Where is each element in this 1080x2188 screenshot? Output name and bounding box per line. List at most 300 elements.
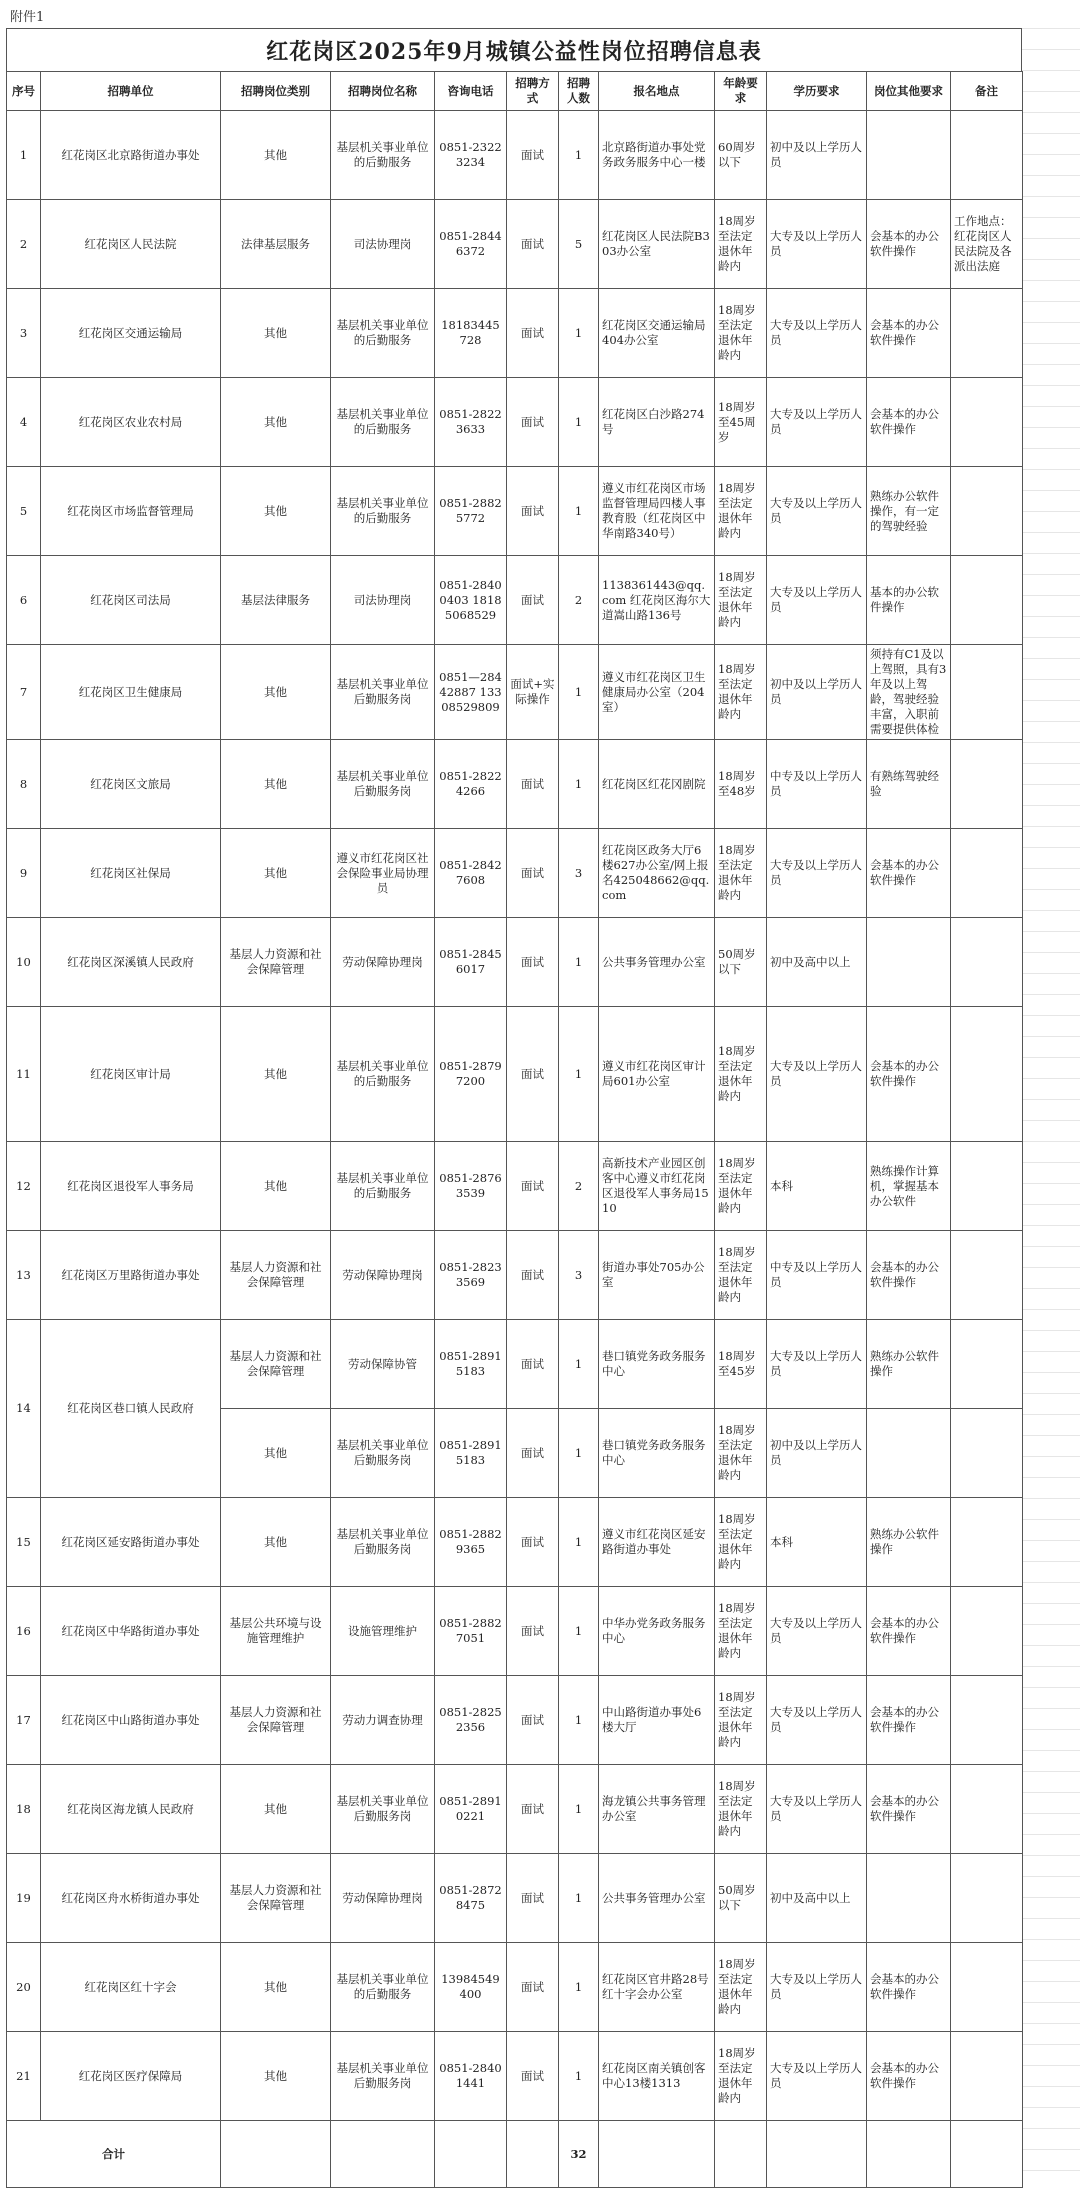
cell-category: 其他 [221, 378, 331, 467]
table-row [7, 111, 1023, 200]
cell-count: 1 [559, 1007, 599, 1142]
cell-other: 熟练办公软件操作，有一定的驾驶经验 [867, 467, 951, 556]
cell-phone: 0851-28728475 [435, 1854, 507, 1943]
cell-location: 红花岗区红花冈剧院 [599, 740, 715, 829]
cell-phone: 18183445728 [435, 289, 507, 378]
cell-note [951, 1943, 1023, 2032]
cell-note [951, 1587, 1023, 1676]
cell-no: 7 [7, 645, 41, 740]
cell-edu: 初中及高中以上 [767, 1854, 867, 1943]
table-row [7, 1765, 1023, 1854]
cell-location: 巷口镇党务政务服务中心 [599, 1320, 715, 1409]
cell-location: 遵义市红花岗区卫生健康局办公室（204室） [599, 645, 715, 740]
cell-count: 1 [559, 1498, 599, 1587]
cell-note [951, 1007, 1023, 1142]
cell-no: 8 [7, 740, 41, 829]
cell-location: 红花岗区政务大厅6楼627办公室/网上报名425048662@qq.com [599, 829, 715, 918]
cell-unit: 红花岗区文旅局 [41, 740, 221, 829]
cell-no: 9 [7, 829, 41, 918]
table-row [7, 556, 1023, 645]
cell-note [951, 645, 1023, 740]
cell-location: 巷口镇党务政务服务中心 [599, 1409, 715, 1498]
header-note: 备注 [951, 72, 1023, 111]
cell-other [867, 1854, 951, 1943]
cell-method: 面试 [507, 556, 559, 645]
cell-method: 面试 [507, 1409, 559, 1498]
cell-other: 熟练办公软件操作 [867, 1320, 951, 1409]
cell-no: 10 [7, 918, 41, 1007]
cell-location: 红花岗区南关镇创客中心13楼1313 [599, 2032, 715, 2121]
cell-other [867, 111, 951, 200]
cell-edu: 大专及以上学历人员 [767, 829, 867, 918]
cell-age: 18周岁至法定退休年龄内 [715, 1231, 767, 1320]
cell-unit: 红花岗区人民法院 [41, 200, 221, 289]
cell-location: 海龙镇公共事务管理办公室 [599, 1765, 715, 1854]
cell-position: 基层机关事业单位后勤服务岗 [331, 1409, 435, 1498]
cell-no: 21 [7, 2032, 41, 2121]
cell-phone: 0851—28442887 13308529809 [435, 645, 507, 740]
cell-location: 街道办事处705办公室 [599, 1231, 715, 1320]
cell-other [867, 1409, 951, 1498]
cell-unit: 红花岗区舟水桥街道办事处 [41, 1854, 221, 1943]
cell-location: 1138361443@qq.com 红花岗区海尔大道嵩山路136号 [599, 556, 715, 645]
cell-no: 15 [7, 1498, 41, 1587]
table-row [7, 1142, 1023, 1231]
cell-edu: 初中及高中以上 [767, 918, 867, 1007]
cell-note [951, 556, 1023, 645]
cell-count: 1 [559, 2032, 599, 2121]
cell-unit: 红花岗区海龙镇人民政府 [41, 1765, 221, 1854]
cell-category: 其他 [221, 1498, 331, 1587]
table-row [7, 1854, 1023, 1943]
cell-count: 1 [559, 645, 599, 740]
attachment-label: 附件1 [10, 10, 45, 25]
cell-unit: 红花岗区交通运输局 [41, 289, 221, 378]
cell-no: 6 [7, 556, 41, 645]
cell-edu: 中专及以上学历人员 [767, 1231, 867, 1320]
cell-phone: 0851-28252356 [435, 1676, 507, 1765]
total-empty-cell [951, 2121, 1023, 2188]
table-row [7, 740, 1023, 829]
cell-count: 2 [559, 1142, 599, 1231]
cell-phone: 0851-28224266 [435, 740, 507, 829]
cell-category: 其他 [221, 645, 331, 740]
table-row [7, 918, 1023, 1007]
table-row [7, 467, 1023, 556]
cell-phone: 0851-28797200 [435, 1007, 507, 1142]
header-edu: 学历要求 [767, 72, 867, 111]
cell-phone: 0851-28829365 [435, 1498, 507, 1587]
cell-age: 18周岁至法定退休年龄内 [715, 2032, 767, 2121]
cell-no: 12 [7, 1142, 41, 1231]
total-label: 合计 [7, 2121, 221, 2188]
cell-other: 有熟练驾驶经验 [867, 740, 951, 829]
cell-phone: 13984549400 [435, 1943, 507, 2032]
cell-no: 14 [7, 1320, 41, 1498]
cell-position: 基层机关事业单位的后勤服务 [331, 467, 435, 556]
cell-count: 1 [559, 1320, 599, 1409]
cell-edu: 大专及以上学历人员 [767, 467, 867, 556]
cell-edu: 大专及以上学历人员 [767, 378, 867, 467]
cell-count: 1 [559, 1765, 599, 1854]
cell-phone: 0851-28446372 [435, 200, 507, 289]
cell-other: 会基本的办公软件操作 [867, 2032, 951, 2121]
cell-category: 其他 [221, 1943, 331, 2032]
cell-category: 基层公共环境与设施管理维护 [221, 1587, 331, 1676]
cell-unit: 红花岗区红十字会 [41, 1943, 221, 2032]
cell-age: 18周岁至法定退休年龄内 [715, 1587, 767, 1676]
cell-note [951, 1498, 1023, 1587]
cell-age: 18周岁至48岁 [715, 740, 767, 829]
cell-other: 会基本的办公软件操作 [867, 1231, 951, 1320]
cell-method: 面试 [507, 1231, 559, 1320]
cell-count: 2 [559, 556, 599, 645]
cell-category: 其他 [221, 467, 331, 556]
cell-count: 3 [559, 1231, 599, 1320]
cell-category: 基层人力资源和社会保障管理 [221, 1231, 331, 1320]
cell-location: 红花岗区官井路28号红十字会办公室 [599, 1943, 715, 2032]
cell-position: 司法协理岗 [331, 556, 435, 645]
cell-category: 其他 [221, 1409, 331, 1498]
cell-method: 面试 [507, 467, 559, 556]
cell-count: 1 [559, 111, 599, 200]
header-age: 年龄要求 [715, 72, 767, 111]
cell-note [951, 1676, 1023, 1765]
cell-phone: 0851-28910221 [435, 1765, 507, 1854]
cell-location: 高新技术产业园区创客中心遵义市红花岗区退役军人事务局1510 [599, 1142, 715, 1231]
cell-unit: 红花岗区市场监督管理局 [41, 467, 221, 556]
cell-position: 劳动保障协理岗 [331, 1231, 435, 1320]
cell-edu: 初中及以上学历人员 [767, 111, 867, 200]
table-row [7, 645, 1023, 740]
cell-method: 面试 [507, 1854, 559, 1943]
cell-phone: 0851-23223234 [435, 111, 507, 200]
table-row [7, 1676, 1023, 1765]
cell-note [951, 378, 1023, 467]
cell-location: 红花岗区白沙路274号 [599, 378, 715, 467]
cell-no: 2 [7, 200, 41, 289]
cell-other [867, 918, 951, 1007]
cell-category: 其他 [221, 829, 331, 918]
cell-age: 50周岁以下 [715, 918, 767, 1007]
cell-category: 基层人力资源和社会保障管理 [221, 1320, 331, 1409]
cell-note [951, 1854, 1023, 1943]
table-row [7, 1943, 1023, 2032]
cell-edu: 本科 [767, 1142, 867, 1231]
cell-location: 遵义市红花岗区市场监督管理局四楼人事教育股（红花岗区中华南路340号） [599, 467, 715, 556]
header-phone: 咨询电话 [435, 72, 507, 111]
header-row [7, 72, 1023, 111]
cell-age: 18周岁至法定退休年龄内 [715, 1498, 767, 1587]
table-row [7, 1320, 1023, 1409]
sheet-title: 红花岗区2025年9月城镇公益性岗位招聘信息表 [6, 28, 1022, 71]
cell-method: 面试 [507, 289, 559, 378]
cell-other: 须持有C1及以上驾照，具有3年及以上驾龄，驾驶经验丰富，入职前需要提供体检 [867, 645, 951, 740]
cell-method: 面试 [507, 1007, 559, 1142]
cell-edu: 大专及以上学历人员 [767, 200, 867, 289]
cell-note [951, 111, 1023, 200]
cell-position: 遵义市红花岗区社会保险事业局协理员 [331, 829, 435, 918]
cell-unit: 红花岗区审计局 [41, 1007, 221, 1142]
cell-age: 18周岁至法定退休年龄内 [715, 556, 767, 645]
cell-no: 20 [7, 1943, 41, 2032]
cell-note [951, 1765, 1023, 1854]
cell-age: 18周岁至法定退休年龄内 [715, 467, 767, 556]
cell-note [951, 1142, 1023, 1231]
cell-count: 1 [559, 289, 599, 378]
cell-category: 其他 [221, 1142, 331, 1231]
cell-age: 18周岁至法定退休年龄内 [715, 1943, 767, 2032]
cell-note [951, 1231, 1023, 1320]
cell-unit: 红花岗区退役军人事务局 [41, 1142, 221, 1231]
cell-category: 其他 [221, 1765, 331, 1854]
cell-other: 会基本的办公软件操作 [867, 200, 951, 289]
cell-note [951, 289, 1023, 378]
cell-other: 会基本的办公软件操作 [867, 1007, 951, 1142]
cell-category: 其他 [221, 2032, 331, 2121]
total-empty-cell [221, 2121, 331, 2188]
cell-note [951, 467, 1023, 556]
cell-other: 会基本的办公软件操作 [867, 1676, 951, 1765]
cell-no: 5 [7, 467, 41, 556]
cell-age: 18周岁至法定退休年龄内 [715, 289, 767, 378]
cell-location: 中山路街道办事处6楼大厅 [599, 1676, 715, 1765]
cell-unit: 红花岗区北京路街道办事处 [41, 111, 221, 200]
cell-note [951, 918, 1023, 1007]
cell-edu: 大专及以上学历人员 [767, 1007, 867, 1142]
cell-phone: 0851-28827051 [435, 1587, 507, 1676]
cell-location: 红花岗区人民法院B303办公室 [599, 200, 715, 289]
cell-method: 面试 [507, 378, 559, 467]
cell-edu: 大专及以上学历人员 [767, 1320, 867, 1409]
cell-unit: 红花岗区医疗保障局 [41, 2032, 221, 2121]
cell-method: 面试 [507, 1943, 559, 2032]
cell-method: 面试 [507, 829, 559, 918]
cell-other: 会基本的办公软件操作 [867, 1943, 951, 2032]
header-location: 报名地点 [599, 72, 715, 111]
cell-location: 北京路街道办事处党务政务服务中心一楼 [599, 111, 715, 200]
cell-method: 面试 [507, 1320, 559, 1409]
cell-unit: 红花岗区农业农村局 [41, 378, 221, 467]
cell-position: 基层机关事业单位的后勤服务 [331, 1943, 435, 2032]
cell-note [951, 829, 1023, 918]
cell-unit: 红花岗区深溪镇人民政府 [41, 918, 221, 1007]
cell-phone: 0851-28223633 [435, 378, 507, 467]
header-no: 序号 [7, 72, 41, 111]
cell-method: 面试 [507, 1498, 559, 1587]
cell-position: 设施管理维护 [331, 1587, 435, 1676]
cell-position: 基层机关事业单位后勤服务岗 [331, 2032, 435, 2121]
cell-edu: 初中及以上学历人员 [767, 1409, 867, 1498]
cell-location: 遵义市红花岗区延安路街道办事处 [599, 1498, 715, 1587]
cell-edu: 大专及以上学历人员 [767, 1765, 867, 1854]
cell-no: 13 [7, 1231, 41, 1320]
header-method: 招聘方式 [507, 72, 559, 111]
table-row [7, 378, 1023, 467]
cell-phone: 0851-28427608 [435, 829, 507, 918]
table-row [7, 200, 1023, 289]
header-position: 招聘岗位名称 [331, 72, 435, 111]
cell-other: 熟练操作计算机，掌握基本办公软件 [867, 1142, 951, 1231]
cell-category: 基层法律服务 [221, 556, 331, 645]
cell-position: 基层机关事业单位的后勤服务 [331, 1007, 435, 1142]
table-row [7, 2032, 1023, 2121]
cell-edu: 中专及以上学历人员 [767, 740, 867, 829]
cell-method: 面试 [507, 918, 559, 1007]
cell-method: 面试 [507, 1587, 559, 1676]
cell-edu: 大专及以上学历人员 [767, 2032, 867, 2121]
cell-other: 会基本的办公软件操作 [867, 289, 951, 378]
recruitment-table [6, 71, 1023, 2188]
cell-method: 面试 [507, 2032, 559, 2121]
cell-other: 会基本的办公软件操作 [867, 1587, 951, 1676]
recruitment-sheet [6, 28, 1022, 2188]
cell-count: 1 [559, 740, 599, 829]
cell-no: 3 [7, 289, 41, 378]
total-empty-cell [435, 2121, 507, 2188]
cell-other: 基本的办公软件操作 [867, 556, 951, 645]
cell-phone: 0851-28233569 [435, 1231, 507, 1320]
table-row [7, 1498, 1023, 1587]
cell-category: 其他 [221, 289, 331, 378]
cell-age: 18周岁至法定退休年龄内 [715, 1676, 767, 1765]
cell-no: 17 [7, 1676, 41, 1765]
cell-category: 其他 [221, 740, 331, 829]
total-count: 32 [559, 2121, 599, 2188]
cell-count: 1 [559, 1943, 599, 2032]
cell-location: 遵义市红花岗区审计局601办公室 [599, 1007, 715, 1142]
cell-position: 基层机关事业单位后勤服务岗 [331, 740, 435, 829]
header-unit: 招聘单位 [41, 72, 221, 111]
cell-category: 基层人力资源和社会保障管理 [221, 918, 331, 1007]
table-row [7, 1587, 1023, 1676]
cell-edu: 大专及以上学历人员 [767, 1676, 867, 1765]
cell-method: 面试 [507, 1142, 559, 1231]
cell-phone: 0851-28763539 [435, 1142, 507, 1231]
cell-other: 会基本的办公软件操作 [867, 378, 951, 467]
table-row [7, 1007, 1023, 1142]
spreadsheet-gridlines [1022, 28, 1080, 2174]
cell-note [951, 1409, 1023, 1498]
cell-method: 面试 [507, 740, 559, 829]
total-empty-cell [331, 2121, 435, 2188]
cell-method: 面试 [507, 1765, 559, 1854]
cell-unit: 红花岗区巷口镇人民政府 [41, 1320, 221, 1498]
cell-age: 18周岁至法定退休年龄内 [715, 200, 767, 289]
cell-method: 面试 [507, 1676, 559, 1765]
cell-note [951, 2032, 1023, 2121]
cell-no: 19 [7, 1854, 41, 1943]
cell-count: 1 [559, 467, 599, 556]
cell-age: 60周岁以下 [715, 111, 767, 200]
cell-unit: 红花岗区卫生健康局 [41, 645, 221, 740]
total-empty-cell [599, 2121, 715, 2188]
cell-count: 1 [559, 1409, 599, 1498]
cell-unit: 红花岗区万里路街道办事处 [41, 1231, 221, 1320]
cell-phone: 0851-28400403 18185068529 [435, 556, 507, 645]
cell-count: 5 [559, 200, 599, 289]
cell-location: 公共事务管理办公室 [599, 918, 715, 1007]
cell-method: 面试 [507, 200, 559, 289]
cell-position: 劳动保障协理岗 [331, 1854, 435, 1943]
header-other: 岗位其他要求 [867, 72, 951, 111]
cell-no: 4 [7, 378, 41, 467]
table-row [7, 1231, 1023, 1320]
total-empty-cell [867, 2121, 951, 2188]
cell-age: 18周岁至法定退休年龄内 [715, 829, 767, 918]
cell-location: 中华办党务政务服务中心 [599, 1587, 715, 1676]
cell-phone: 0851-28401441 [435, 2032, 507, 2121]
total-empty-cell [507, 2121, 559, 2188]
cell-category: 基层人力资源和社会保障管理 [221, 1854, 331, 1943]
cell-position: 劳动保障协理岗 [331, 918, 435, 1007]
header-count: 招聘人数 [559, 72, 599, 111]
cell-count: 3 [559, 829, 599, 918]
cell-count: 1 [559, 1676, 599, 1765]
cell-no: 11 [7, 1007, 41, 1142]
total-row [7, 2121, 1023, 2188]
cell-edu: 大专及以上学历人员 [767, 1587, 867, 1676]
cell-position: 基层机关事业单位后勤服务岗 [331, 645, 435, 740]
cell-phone: 0851-28915183 [435, 1320, 507, 1409]
cell-phone: 0851-28915183 [435, 1409, 507, 1498]
cell-position: 基层机关事业单位的后勤服务 [331, 289, 435, 378]
cell-position: 劳动保障协管 [331, 1320, 435, 1409]
cell-edu: 大专及以上学历人员 [767, 289, 867, 378]
cell-location: 公共事务管理办公室 [599, 1854, 715, 1943]
cell-category: 其他 [221, 111, 331, 200]
total-empty-cell [767, 2121, 867, 2188]
cell-other: 会基本的办公软件操作 [867, 1765, 951, 1854]
cell-note: 工作地点：红花岗区人民法院及各派出法庭 [951, 200, 1023, 289]
table-row [7, 829, 1023, 918]
cell-location: 红花岗区交通运输局404办公室 [599, 289, 715, 378]
cell-age: 18周岁至45岁 [715, 1320, 767, 1409]
cell-note [951, 1320, 1023, 1409]
cell-category: 基层人力资源和社会保障管理 [221, 1676, 331, 1765]
cell-count: 1 [559, 1587, 599, 1676]
cell-age: 18周岁至45周岁 [715, 378, 767, 467]
cell-edu: 大专及以上学历人员 [767, 556, 867, 645]
cell-method: 面试 [507, 111, 559, 200]
cell-unit: 红花岗区中山路街道办事处 [41, 1676, 221, 1765]
cell-unit: 红花岗区社保局 [41, 829, 221, 918]
cell-unit: 红花岗区中华路街道办事处 [41, 1587, 221, 1676]
cell-other: 熟练办公软件操作 [867, 1498, 951, 1587]
cell-edu: 初中及以上学历人员 [767, 645, 867, 740]
cell-age: 18周岁至法定退休年龄内 [715, 1007, 767, 1142]
cell-position: 基层机关事业单位后勤服务岗 [331, 1498, 435, 1587]
cell-position: 基层机关事业单位的后勤服务 [331, 111, 435, 200]
header-category: 招聘岗位类别 [221, 72, 331, 111]
cell-no: 18 [7, 1765, 41, 1854]
cell-unit: 红花岗区延安路街道办事处 [41, 1498, 221, 1587]
cell-no: 1 [7, 111, 41, 200]
cell-position: 基层机关事业单位的后勤服务 [331, 378, 435, 467]
cell-count: 1 [559, 378, 599, 467]
cell-count: 1 [559, 918, 599, 1007]
cell-age: 18周岁至法定退休年龄内 [715, 1142, 767, 1231]
cell-position: 基层机关事业单位的后勤服务 [331, 1142, 435, 1231]
cell-age: 50周岁以下 [715, 1854, 767, 1943]
cell-note [951, 740, 1023, 829]
cell-edu: 本科 [767, 1498, 867, 1587]
total-empty-cell [715, 2121, 767, 2188]
cell-phone: 0851-28825772 [435, 467, 507, 556]
cell-position: 基层机关事业单位后勤服务岗 [331, 1765, 435, 1854]
cell-no: 16 [7, 1587, 41, 1676]
cell-other: 会基本的办公软件操作 [867, 829, 951, 918]
